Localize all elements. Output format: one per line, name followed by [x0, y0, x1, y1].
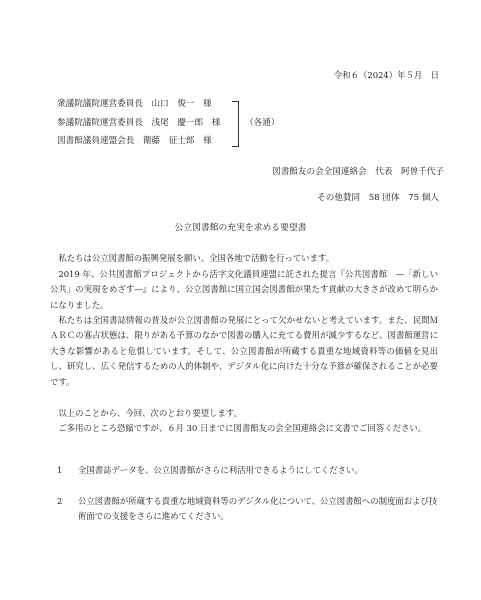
request-number: 1 [57, 465, 63, 475]
request-text: 公立図書館が所蔵する貴重な地域資料等のデジタル化について、公立図書館への制度面および技術面での支援をさらに進めてください。 [78, 496, 438, 522]
addressee-note: （各通） [245, 118, 280, 128]
request-text: 全国書誌データを、公立図書館がさらに利活用できるようにしてください。 [78, 465, 363, 475]
document-title: 公立図書館の充実を求める要望書 [174, 223, 307, 233]
document-date: 令和６（2024）年５月 日 [333, 70, 439, 80]
request-number: 2 [57, 496, 63, 506]
body-paragraph: 私たちは公立図書館の振興発展を願い、全国各地で活動を行っています。 [58, 253, 335, 263]
addressee-house-of-representatives: 衆議院議院運営委員長 山口 俊一 様 [57, 99, 212, 109]
body-paragraph: 2019 年、公共図書館プロジェクトから活字文化議員連盟に託された提言『公共図書館 ―「新しい公共」の実現をめざす―』により、公立図書館に国立国会図書館が果たす貢献の大きさが改めて明らかになりました。 [50, 269, 438, 310]
addressee-house-of-councillors: 参議院議院運営委員長 浅尾 慶一郎 様 [57, 118, 221, 128]
body-paragraph: ご多用のところ恐縮ですが、６月 30 日までに図書館友の会全国連絡会に文書でご回答ください。 [58, 423, 427, 433]
addressee-library-caucus: 図書館議員連盟会長 衛藤 征士郎 様 [57, 136, 212, 146]
sender-organization: 図書館友の会全国連絡会 代表 阿曽千代子 [272, 167, 444, 177]
sender-supporters: その他賛同 58 団体 75 個人 [317, 193, 439, 203]
body-paragraph: 以上のことから、今回、次のとおり要望します。 [58, 408, 242, 418]
addressee-bracket [232, 101, 239, 147]
body-paragraph: 私たちは全国書誌情報の普及が公立図書館の発展にとって欠かせないと考えています。また、民間ＭＡＲＣの寡占状態は、限りがある予算のなかで図書の購入に充てる費用が減少するなど、図書館運営に大きな影響があると危惧しています。そして、公立図書館が所蔵する貴重な地域資料等の価値を見出し、研究し、広く発信するための人的体制や、デジタル化に向けた十分な予算が確保されることが必要です。 [50, 315, 438, 387]
